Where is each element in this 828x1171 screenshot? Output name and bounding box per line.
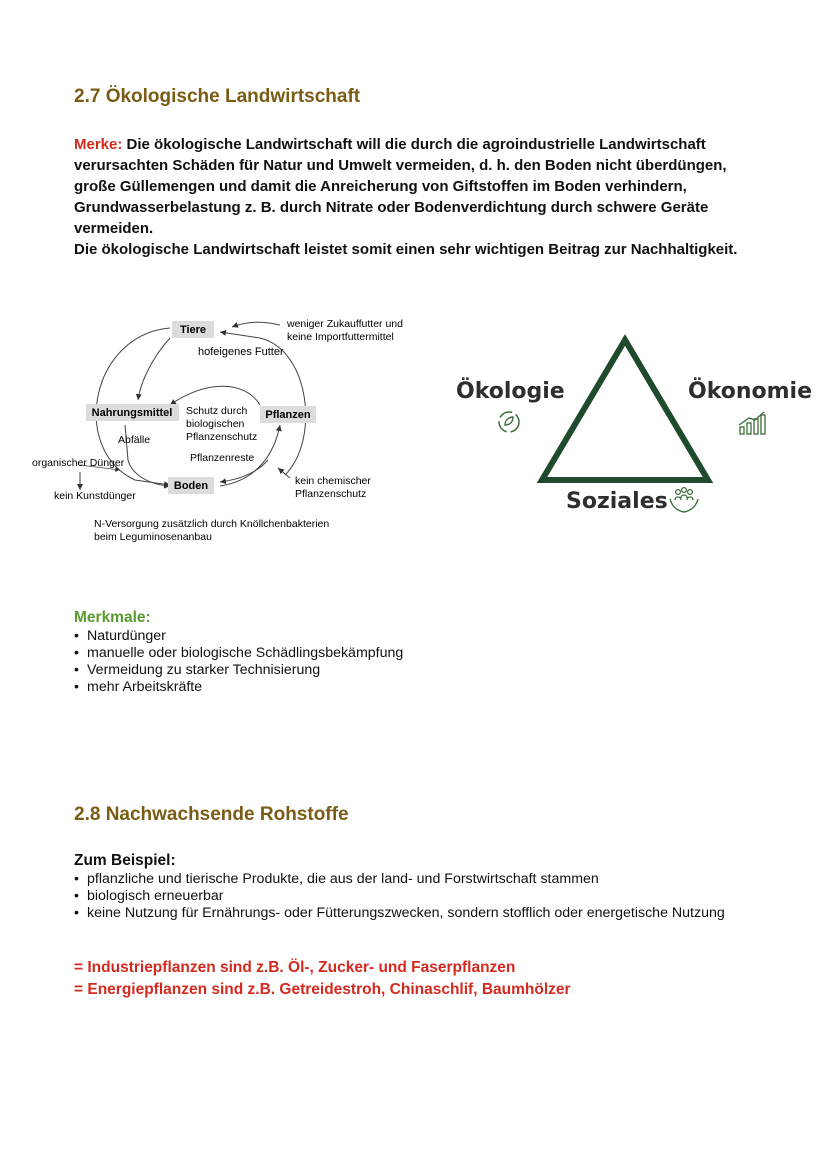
arrow-zukauf-tiere xyxy=(232,322,280,327)
list-item: • Naturdünger xyxy=(74,628,634,645)
label-kein-chemischer-2: Pflanzenschutz xyxy=(295,488,367,500)
list-item: • Vermeidung zu starker Technisierung xyxy=(74,662,634,679)
label-pflanzen: Pflanzen xyxy=(265,409,311,421)
arrow-pflanzen-inner xyxy=(170,386,260,405)
label-soziales: Soziales xyxy=(566,489,668,514)
label-n-versorgung-2: beim Leguminosenanbau xyxy=(94,531,212,543)
list-item: • manuelle oder biologische Schädlingsbekämpfung xyxy=(74,645,634,662)
label-schutz-2: biologischen xyxy=(186,418,245,430)
merke-text: Die ökologische Landwirtschaft will die durch die agroindustrielle Landwirtschaft verursachten Schäden für Natur und Umwelt vermeiden, d. h. den Boden nicht überdüngen, große Güllemengen und damit die Anreicherung von Giftstoffen im Boden verhindern, Grundwasserbelastung z. B. durch Nitrate oder Bodenverdichtung durch schwere Geräte vermeiden. xyxy=(74,136,727,237)
label-pflanzenreste: Pflanzenreste xyxy=(190,452,255,464)
list-item: • pflanzliche und tierische Produkte, die aus der land- und Forstwirtschaft stammen xyxy=(74,871,754,888)
people-hands-icon xyxy=(668,485,700,515)
label-tiere: Tiere xyxy=(179,324,207,336)
leaf-cycle-icon xyxy=(497,410,521,434)
list-item: • mehr Arbeitskräfte xyxy=(74,679,634,696)
zum-beispiel-heading: Zum Beispiel: xyxy=(74,852,176,869)
growth-chart-icon xyxy=(737,410,767,436)
label-schutz-1: Schutz durch xyxy=(186,405,248,417)
merke-label: Merke: xyxy=(74,136,123,153)
label-schutz-3: Pflanzenschutz xyxy=(186,431,258,443)
merke-box xyxy=(74,134,754,260)
merke-text-2: Die ökologische Landwirtschaft leistet somit einen sehr wichtigen Beitrag zur Nachhaltigkeit. xyxy=(74,241,738,258)
sustainability-triangle xyxy=(530,330,720,490)
label-zukauf-2: keine Importfuttermittel xyxy=(287,331,394,343)
industriepflanzen-line: = Industriepflanzen sind z.B. Öl-, Zucker- und Faserpflanzen xyxy=(74,959,516,976)
label-boden: Boden xyxy=(173,480,209,492)
label-hofeigenes-futter: hofeigenes Futter xyxy=(198,346,284,358)
merkmale-list xyxy=(74,628,634,696)
energiepflanzen-line: = Energiepflanzen sind z.B. Getreidestroh, Chinaschlif, Baumhölzer xyxy=(74,981,571,998)
label-organischer-duenger: organischer Dünger xyxy=(32,457,125,469)
label-kein-chemischer-1: kein chemischer xyxy=(295,475,371,487)
label-abfaelle: Abfälle xyxy=(118,434,151,446)
rohstoffe-list xyxy=(74,871,754,922)
list-item: • biologisch erneuerbar xyxy=(74,888,754,905)
label-n-versorgung-1: N-Versorgung zusätzlich durch Knöllchenbakterien xyxy=(94,518,330,530)
nutrient-cycle-diagram xyxy=(20,300,430,560)
label-zukauf-1: weniger Zukauffutter und xyxy=(287,318,403,330)
section-title-2-8: 2.8 Nachwachsende Rohstoffe xyxy=(74,804,349,825)
label-oekologie: Ökologie xyxy=(456,379,565,404)
label-nahrungsmittel: Nahrungsmittel xyxy=(91,407,173,419)
label-kein-kunstduenger: kein Kunstdünger xyxy=(54,490,136,502)
label-oekonomie: Ökonomie xyxy=(688,379,813,404)
arrow-kein-chemischer xyxy=(278,468,290,478)
merkmale-heading: Merkmale: xyxy=(74,609,151,626)
arrow-tiere-nahrungsmittel xyxy=(138,338,170,400)
section-title-2-7: 2.7 Ökologische Landwirtschaft xyxy=(74,86,361,107)
list-item: • keine Nutzung für Ernährungs- oder Fütterungszwecken, sondern stofflich oder energetische Nutzung xyxy=(74,905,754,922)
